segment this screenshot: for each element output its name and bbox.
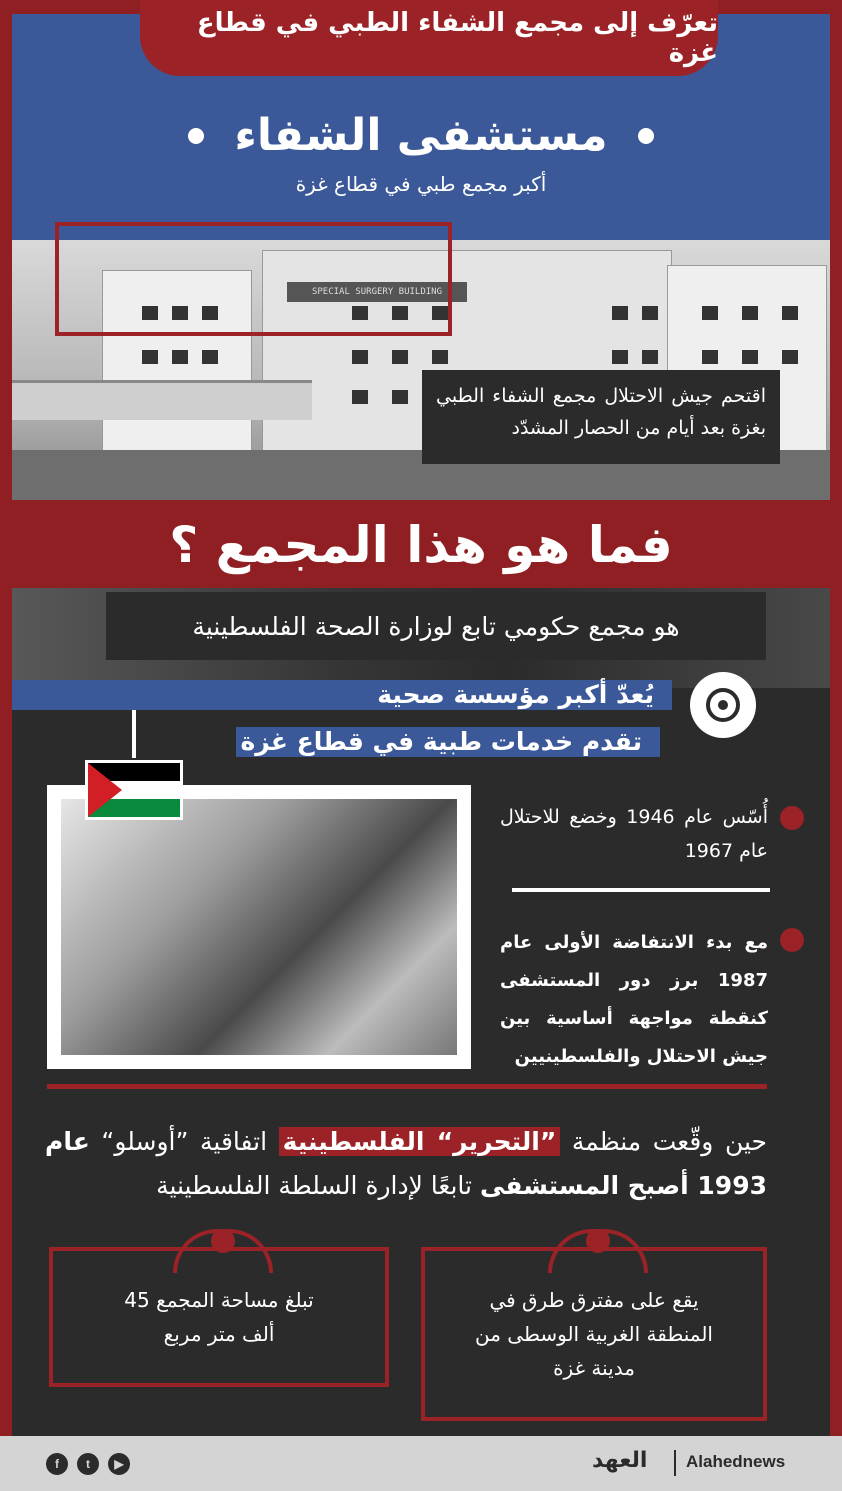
- location-box: [421, 1247, 767, 1421]
- hero-title-row: [0, 110, 842, 161]
- twitter-icon[interactable]: t: [77, 1453, 99, 1475]
- palestine-flag-icon: [85, 760, 183, 820]
- bullet-dot-icon: [780, 928, 804, 952]
- divider: [512, 888, 770, 892]
- building-sign: SPECIAL SURGERY BUILDING: [287, 282, 467, 302]
- fact-founded: أُسّس عام 1946 وخضع للاحتلال عام 1967: [500, 806, 768, 862]
- area-text: تبلغ مساحة المجمع 45 ألف متر مربع: [124, 1288, 314, 1346]
- box-knob-icon: [586, 1229, 610, 1253]
- section-question: فما هو هذا المجمع ؟: [169, 516, 673, 574]
- bullet-dot-icon: [638, 128, 654, 144]
- hero-caption: اقتحم جيش الاحتلال مجمع الشفاء الطبي بغزة بعد أيام من الحصار المشدّد: [422, 370, 780, 464]
- largest-line-2: تقدم خدمات طبية في قطاع غزة: [236, 727, 660, 757]
- facebook-icon[interactable]: f: [46, 1453, 68, 1475]
- header-tab: [140, 0, 718, 76]
- box-knob-icon: [211, 1229, 235, 1253]
- hero-subtitle: أكبر مجمع طبي في قطاع غزة: [295, 172, 547, 196]
- oslo-paragraph: [45, 1120, 767, 1208]
- protest-image: [61, 799, 457, 1055]
- bullet-dot-icon: [188, 128, 204, 144]
- largest-line-1: يُعدّ أكبر مؤسسة صحية: [12, 680, 672, 710]
- oslo-text: حين وقّعت منظمة: [560, 1127, 767, 1156]
- hero-title: مستشفى الشفاء: [234, 110, 608, 161]
- highlight-frame: [55, 222, 452, 336]
- bullet-dot-icon: [780, 806, 804, 830]
- fact-intifada: مع بدء الانتفاضة الأولى عام 1987 برز دور المستشفى كنقطة مواجهة أساسية بين جيش الاحتلال والفلسطينيين: [500, 932, 768, 1067]
- brand-separator: [674, 1450, 676, 1476]
- oslo-highlight: ”التحرير“ الفلسطينية: [279, 1127, 561, 1156]
- youtube-icon[interactable]: ▶: [108, 1453, 130, 1475]
- brand-logo[interactable]: العهد: [592, 1448, 648, 1473]
- location-text: يقع على مفترق طرق في المنطقة الغربية الوسطى من مدينة غزة: [475, 1288, 713, 1380]
- oslo-text: تابعًا لإدارة السلطة الفلسطينية: [156, 1171, 480, 1200]
- target-circle-icon: [690, 672, 756, 738]
- divider: [47, 1084, 767, 1089]
- area-box: [49, 1247, 389, 1387]
- oslo-text: اتفاقية ”أوسلو“: [89, 1127, 279, 1156]
- header-title: تعرّف إلى مجمع الشفاء الطبي في قطاع غزة: [196, 8, 718, 68]
- brand-name-en[interactable]: Alahednews: [686, 1452, 786, 1471]
- protest-photo: [47, 785, 471, 1069]
- gov-statement: هو مجمع حكومي تابع لوزارة الصحة الفلسطينية: [106, 592, 766, 660]
- oslo-bold: عام 1993 أصبح المستشفى: [45, 1127, 767, 1200]
